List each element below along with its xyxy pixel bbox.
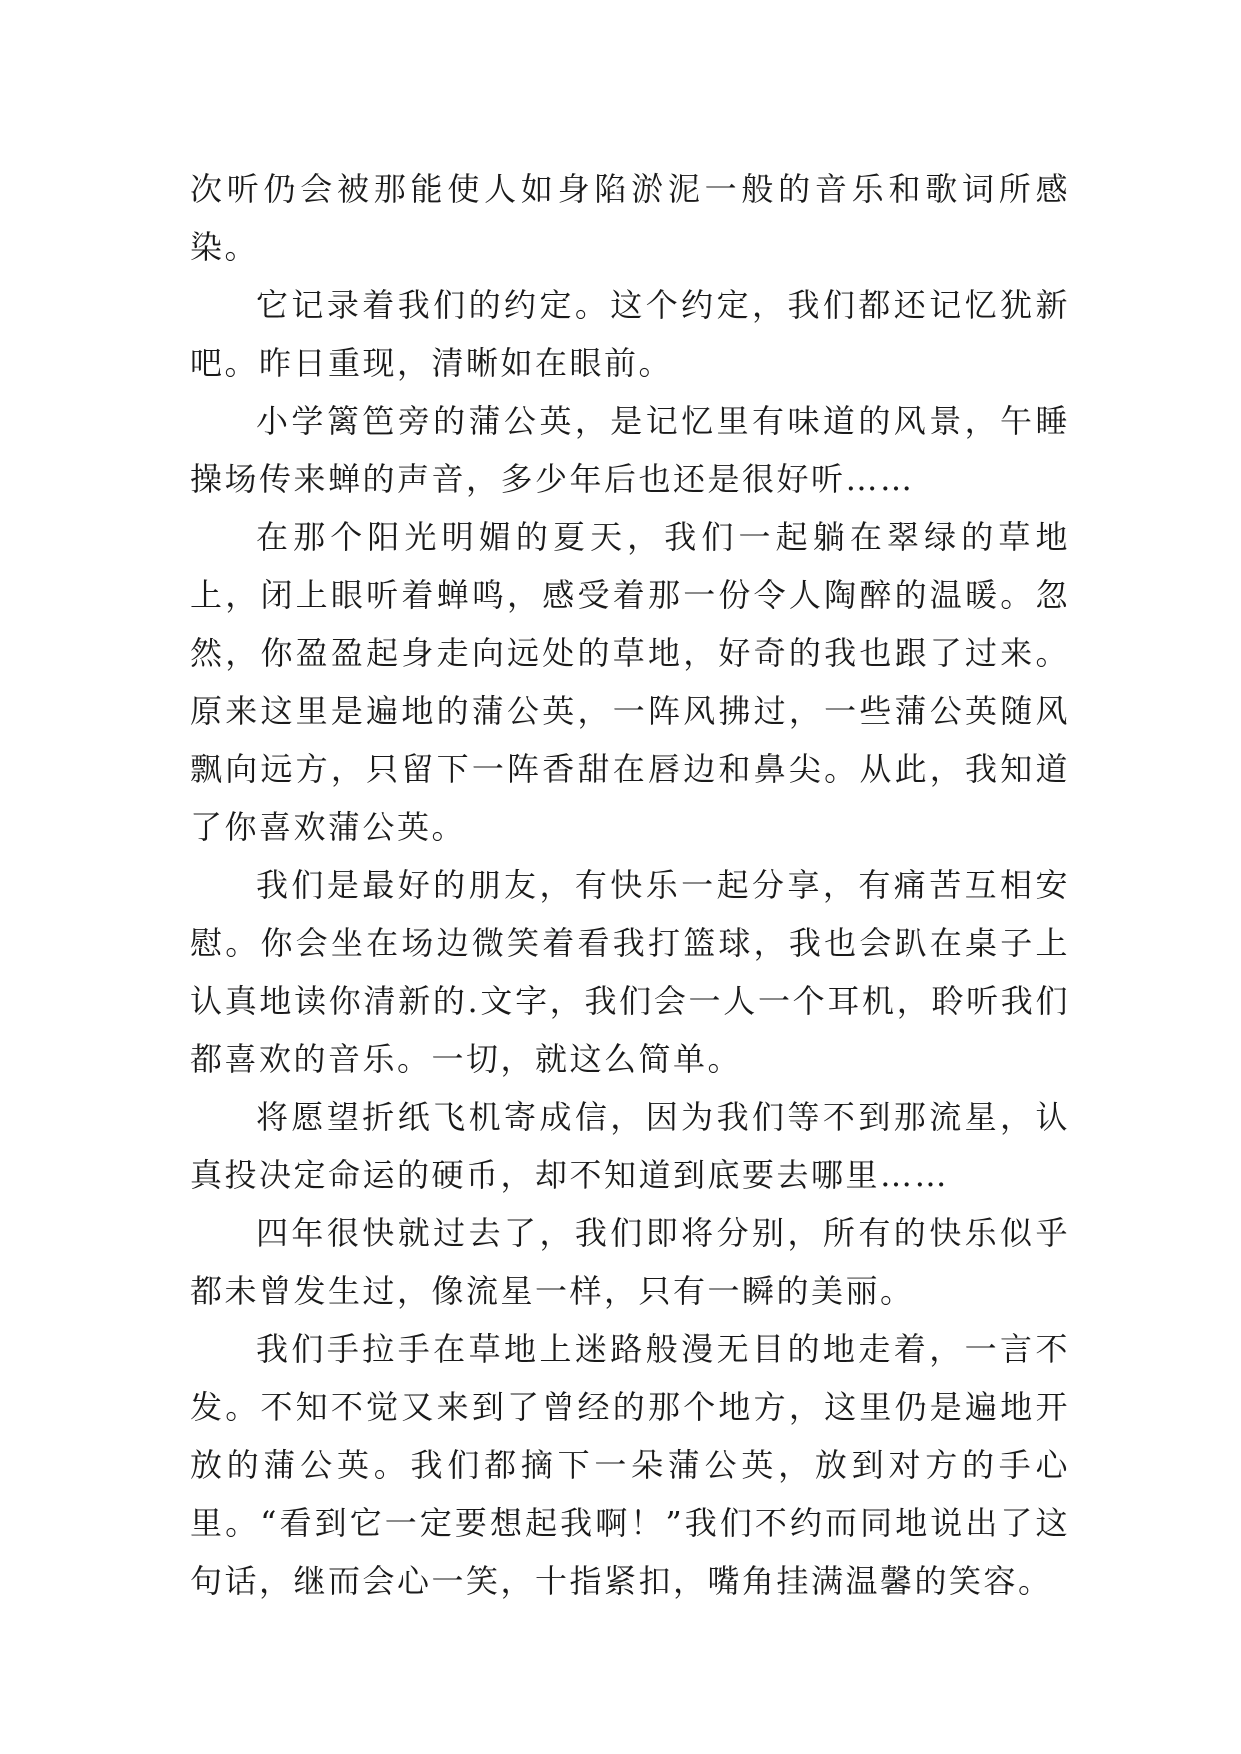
paragraph-5: 我们是最好的朋友，有快乐一起分享，有痛苦互相安慰。你会坐在场边微笑着看我打篮球，我也会趴在桌子上认真地读你清新的.文字，我们会一人一个耳机，聆听我们都喜欢的音乐。一切，就这么简单。 bbox=[190, 866, 1070, 1078]
paragraph-2: 它记录着我们的约定。这个约定，我们都还记忆犹新吧。昨日重现，清晰如在眼前。 bbox=[190, 286, 1070, 382]
paragraph-1: 次听仍会被那能使人如身陷淤泥一般的音乐和歌词所感染。 bbox=[190, 170, 1070, 266]
paragraph-4: 在那个阳光明媚的夏天，我们一起躺在翠绿的草地上，闭上眼听着蝉鸣，感受着那一份令人陶醉的温暖。忽然，你盈盈起身走向远处的草地，好奇的我也跟了过来。原来这里是遍地的蒲公英，一阵风拂过，一些蒲公英随风飘向远方，只留下一阵香甜在唇边和鼻尖。从此，我知道了你喜欢蒲公英。 bbox=[190, 518, 1070, 846]
document-body bbox=[190, 160, 1070, 1610]
paragraph-8: 我们手拉手在草地上迷路般漫无目的地走着，一言不发。不知不觉又来到了曾经的那个地方，这里仍是遍地开放的蒲公英。我们都摘下一朵蒲公英，放到对方的手心里。“看到它一定要想起我啊！”我们不约而同地说出了这句话，继而会心一笑，十指紧扣，嘴角挂满温馨的笑容。 bbox=[190, 1330, 1070, 1600]
paragraph-3: 小学篱笆旁的蒲公英，是记忆里有味道的风景，午睡操场传来蝉的声音，多少年后也还是很好听…… bbox=[190, 402, 1070, 498]
paragraph-7: 四年很快就过去了，我们即将分别，所有的快乐似乎都未曾发生过，像流星一样，只有一瞬的美丽。 bbox=[190, 1214, 1070, 1310]
paragraph-6: 将愿望折纸飞机寄成信，因为我们等不到那流星，认真投决定命运的硬币，却不知道到底要去哪里…… bbox=[190, 1098, 1070, 1194]
